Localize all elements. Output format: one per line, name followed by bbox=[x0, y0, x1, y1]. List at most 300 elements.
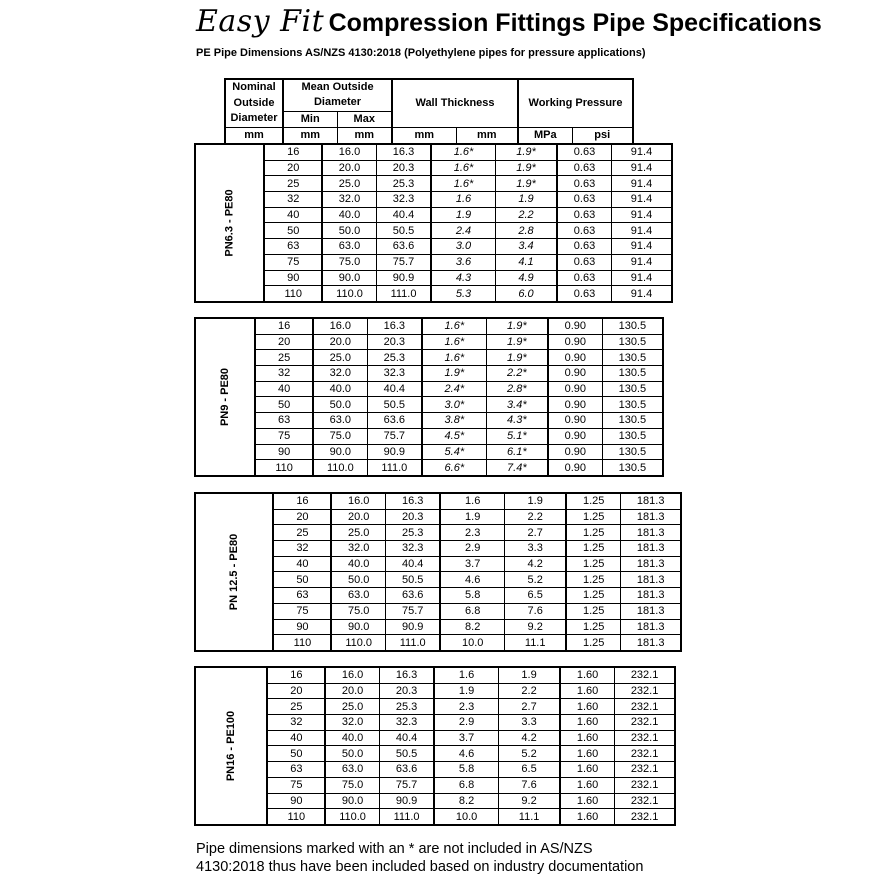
cell-pressure-mpa: 0.63 bbox=[557, 239, 611, 255]
table-row bbox=[195, 397, 663, 413]
cell-od-max: 20.3 bbox=[367, 334, 422, 350]
table-row bbox=[195, 493, 681, 509]
cell-pressure-psi: 181.3 bbox=[620, 493, 681, 509]
cell-pressure-mpa: 0.90 bbox=[548, 350, 602, 366]
table-row bbox=[195, 286, 672, 302]
cell-wall-min: 4.3 bbox=[431, 270, 495, 286]
cell-wall-max: 9.2 bbox=[504, 619, 566, 635]
cell-nominal-diameter: 110 bbox=[264, 286, 322, 302]
cell-od-min: 75.0 bbox=[331, 603, 385, 619]
cell-wall-min: 1.6* bbox=[431, 144, 495, 160]
cell-od-max: 75.7 bbox=[379, 777, 434, 793]
cell-pressure-mpa: 0.63 bbox=[557, 254, 611, 270]
header-od-min: Min bbox=[283, 111, 337, 127]
cell-pressure-mpa: 0.63 bbox=[557, 207, 611, 223]
cell-pressure-mpa: 1.25 bbox=[566, 603, 620, 619]
cell-pressure-mpa: 1.60 bbox=[560, 699, 614, 715]
cell-od-max: 111.0 bbox=[379, 809, 434, 825]
cell-wall-min: 3.7 bbox=[440, 556, 504, 572]
cell-pressure-psi: 181.3 bbox=[620, 541, 681, 557]
cell-od-min: 32.0 bbox=[331, 541, 385, 557]
cell-od-min: 25.0 bbox=[331, 525, 385, 541]
cell-od-max: 75.7 bbox=[376, 254, 431, 270]
cell-nominal-diameter: 32 bbox=[264, 192, 322, 208]
cell-nominal-diameter: 75 bbox=[255, 428, 313, 444]
section-label: PN6.3 - PE80 bbox=[195, 144, 264, 302]
cell-wall-min: 3.6 bbox=[431, 254, 495, 270]
cell-od-max: 32.3 bbox=[367, 366, 422, 382]
cell-wall-min: 1.6 bbox=[440, 493, 504, 509]
cell-pressure-psi: 91.4 bbox=[611, 286, 672, 302]
cell-nominal-diameter: 63 bbox=[264, 239, 322, 255]
cell-pressure-mpa: 0.90 bbox=[548, 460, 602, 476]
cell-wall-max: 6.5 bbox=[504, 588, 566, 604]
cell-pressure-mpa: 1.25 bbox=[566, 525, 620, 541]
cell-wall-max: 4.2 bbox=[504, 556, 566, 572]
cell-pressure-psi: 91.4 bbox=[611, 192, 672, 208]
header-working-pressure: Working Pressure bbox=[518, 79, 633, 127]
table-row bbox=[195, 366, 663, 382]
cell-nominal-diameter: 25 bbox=[273, 525, 331, 541]
cell-pressure-mpa: 1.25 bbox=[566, 556, 620, 572]
cell-od-max: 75.7 bbox=[385, 603, 440, 619]
cell-wall-max: 1.9 bbox=[504, 493, 566, 509]
cell-wall-max: 3.4* bbox=[486, 397, 548, 413]
cell-wall-max: 2.7 bbox=[498, 699, 560, 715]
cell-nominal-diameter: 16 bbox=[267, 667, 325, 683]
table-row bbox=[195, 239, 672, 255]
table-row bbox=[195, 254, 672, 270]
cell-od-min: 50.0 bbox=[322, 223, 376, 239]
cell-wall-min: 1.9 bbox=[440, 509, 504, 525]
cell-pressure-mpa: 0.90 bbox=[548, 318, 602, 334]
cell-nominal-diameter: 20 bbox=[255, 334, 313, 350]
cell-pressure-psi: 91.4 bbox=[611, 207, 672, 223]
cell-wall-min: 3.0 bbox=[431, 239, 495, 255]
table-row bbox=[195, 793, 675, 809]
cell-nominal-diameter: 50 bbox=[273, 572, 331, 588]
header-mean-od: Mean Outside Diameter bbox=[283, 79, 392, 111]
cell-pressure-psi: 91.4 bbox=[611, 270, 672, 286]
cell-od-max: 40.4 bbox=[379, 730, 434, 746]
cell-wall-min: 1.9 bbox=[431, 207, 495, 223]
spec-section-table bbox=[194, 317, 664, 477]
table-row bbox=[195, 144, 672, 160]
cell-pressure-mpa: 0.63 bbox=[557, 270, 611, 286]
cell-pressure-psi: 181.3 bbox=[620, 603, 681, 619]
cell-pressure-psi: 91.4 bbox=[611, 144, 672, 160]
table-row bbox=[195, 715, 675, 731]
cell-wall-min: 3.0* bbox=[422, 397, 486, 413]
cell-wall-min: 8.2 bbox=[440, 619, 504, 635]
cell-pressure-psi: 91.4 bbox=[611, 223, 672, 239]
cell-wall-max: 4.9 bbox=[495, 270, 557, 286]
cell-wall-min: 5.4* bbox=[422, 444, 486, 460]
cell-nominal-diameter: 63 bbox=[255, 413, 313, 429]
page-title bbox=[196, 4, 822, 39]
cell-pressure-mpa: 1.60 bbox=[560, 809, 614, 825]
cell-pressure-mpa: 1.60 bbox=[560, 793, 614, 809]
cell-od-max: 90.9 bbox=[376, 270, 431, 286]
cell-pressure-psi: 130.5 bbox=[602, 334, 663, 350]
cell-wall-max: 4.1 bbox=[495, 254, 557, 270]
cell-od-min: 63.0 bbox=[322, 239, 376, 255]
cell-wall-min: 2.4 bbox=[431, 223, 495, 239]
cell-nominal-diameter: 20 bbox=[267, 683, 325, 699]
cell-od-min: 90.0 bbox=[331, 619, 385, 635]
cell-nominal-diameter: 20 bbox=[273, 509, 331, 525]
cell-od-max: 16.3 bbox=[385, 493, 440, 509]
cell-od-max: 63.6 bbox=[379, 762, 434, 778]
cell-pressure-psi: 181.3 bbox=[620, 509, 681, 525]
cell-pressure-mpa: 0.90 bbox=[548, 366, 602, 382]
cell-od-max: 111.0 bbox=[376, 286, 431, 302]
cell-pressure-psi: 232.1 bbox=[614, 809, 675, 825]
spec-section-table bbox=[194, 666, 676, 826]
cell-wall-min: 1.9* bbox=[422, 366, 486, 382]
cell-od-min: 32.0 bbox=[313, 366, 367, 382]
cell-pressure-mpa: 0.90 bbox=[548, 397, 602, 413]
cell-pressure-mpa: 1.25 bbox=[566, 493, 620, 509]
cell-od-min: 32.0 bbox=[322, 192, 376, 208]
cell-od-max: 90.9 bbox=[367, 444, 422, 460]
section-label: PN9 - PE80 bbox=[195, 318, 255, 476]
cell-od-min: 16.0 bbox=[331, 493, 385, 509]
cell-od-max: 40.4 bbox=[376, 207, 431, 223]
cell-pressure-mpa: 0.63 bbox=[557, 223, 611, 239]
subtitle: PE Pipe Dimensions AS/NZS 4130:2018 (Polyethylene pipes for pressure applications) bbox=[196, 47, 646, 59]
cell-nominal-diameter: 32 bbox=[273, 541, 331, 557]
cell-pressure-psi: 181.3 bbox=[620, 619, 681, 635]
cell-pressure-psi: 181.3 bbox=[620, 588, 681, 604]
unit-od-max: mm bbox=[337, 127, 392, 143]
cell-nominal-diameter: 40 bbox=[264, 207, 322, 223]
cell-nominal-diameter: 25 bbox=[267, 699, 325, 715]
cell-pressure-psi: 232.1 bbox=[614, 793, 675, 809]
cell-od-max: 32.3 bbox=[379, 715, 434, 731]
cell-od-min: 25.0 bbox=[313, 350, 367, 366]
cell-wall-max: 2.2 bbox=[495, 207, 557, 223]
cell-wall-max: 5.2 bbox=[498, 746, 560, 762]
cell-wall-min: 1.6 bbox=[434, 667, 498, 683]
unit-wt-min: mm bbox=[392, 127, 456, 143]
header-od-max: Max bbox=[337, 111, 392, 127]
cell-nominal-diameter: 20 bbox=[264, 160, 322, 176]
table-row bbox=[195, 207, 672, 223]
spec-section-table bbox=[194, 492, 682, 652]
cell-od-min: 50.0 bbox=[331, 572, 385, 588]
spec-section-table bbox=[194, 143, 673, 303]
table-row bbox=[195, 777, 675, 793]
section-label: PN 12.5 - PE80 bbox=[195, 493, 273, 651]
cell-pressure-mpa: 1.60 bbox=[560, 667, 614, 683]
table-row bbox=[195, 270, 672, 286]
cell-nominal-diameter: 75 bbox=[273, 603, 331, 619]
cell-pressure-mpa: 0.90 bbox=[548, 381, 602, 397]
cell-od-min: 16.0 bbox=[313, 318, 367, 334]
cell-od-min: 16.0 bbox=[325, 667, 379, 683]
title-main: Compression Fittings Pipe Specifications bbox=[328, 9, 822, 37]
cell-nominal-diameter: 90 bbox=[267, 793, 325, 809]
table-row bbox=[195, 176, 672, 192]
unit-psi: psi bbox=[572, 127, 633, 143]
cell-wall-min: 1.9 bbox=[434, 683, 498, 699]
cell-od-max: 63.6 bbox=[385, 588, 440, 604]
spec-table-header bbox=[194, 78, 634, 144]
table-row bbox=[195, 223, 672, 239]
cell-od-max: 50.5 bbox=[379, 746, 434, 762]
cell-od-max: 16.3 bbox=[367, 318, 422, 334]
cell-wall-max: 1.9* bbox=[486, 334, 548, 350]
cell-wall-max: 7.4* bbox=[486, 460, 548, 476]
cell-nominal-diameter: 75 bbox=[267, 777, 325, 793]
cell-pressure-psi: 181.3 bbox=[620, 635, 681, 651]
cell-wall-min: 2.9 bbox=[440, 541, 504, 557]
table-row bbox=[195, 667, 675, 683]
cell-wall-min: 1.6 bbox=[431, 192, 495, 208]
cell-od-min: 90.0 bbox=[325, 793, 379, 809]
cell-od-min: 16.0 bbox=[322, 144, 376, 160]
cell-wall-min: 2.4* bbox=[422, 381, 486, 397]
cell-wall-max: 4.2 bbox=[498, 730, 560, 746]
cell-pressure-mpa: 0.90 bbox=[548, 413, 602, 429]
cell-od-min: 90.0 bbox=[322, 270, 376, 286]
table-row bbox=[195, 809, 675, 825]
cell-pressure-mpa: 1.25 bbox=[566, 509, 620, 525]
header-nominal-line3: Diameter bbox=[225, 111, 283, 127]
table-row bbox=[195, 730, 675, 746]
unit-nominal: mm bbox=[225, 127, 283, 143]
cell-wall-max: 3.4 bbox=[495, 239, 557, 255]
cell-nominal-diameter: 75 bbox=[264, 254, 322, 270]
cell-pressure-mpa: 0.63 bbox=[557, 144, 611, 160]
cell-pressure-psi: 181.3 bbox=[620, 572, 681, 588]
cell-wall-min: 4.6 bbox=[440, 572, 504, 588]
cell-od-min: 50.0 bbox=[313, 397, 367, 413]
cell-od-max: 20.3 bbox=[385, 509, 440, 525]
cell-pressure-psi: 232.1 bbox=[614, 667, 675, 683]
table-row bbox=[195, 350, 663, 366]
cell-od-max: 25.3 bbox=[385, 525, 440, 541]
cell-pressure-psi: 232.1 bbox=[614, 699, 675, 715]
cell-od-max: 90.9 bbox=[379, 793, 434, 809]
cell-wall-max: 2.2 bbox=[498, 683, 560, 699]
cell-od-min: 63.0 bbox=[331, 588, 385, 604]
table-row bbox=[195, 699, 675, 715]
cell-od-max: 16.3 bbox=[379, 667, 434, 683]
cell-wall-max: 5.2 bbox=[504, 572, 566, 588]
cell-wall-max: 3.3 bbox=[504, 541, 566, 557]
unit-od-min: mm bbox=[283, 127, 337, 143]
cell-pressure-psi: 130.5 bbox=[602, 318, 663, 334]
cell-wall-max: 11.1 bbox=[498, 809, 560, 825]
cell-nominal-diameter: 32 bbox=[267, 715, 325, 731]
cell-od-min: 20.0 bbox=[325, 683, 379, 699]
cell-pressure-psi: 91.4 bbox=[611, 176, 672, 192]
cell-wall-max: 6.0 bbox=[495, 286, 557, 302]
corner-blank bbox=[194, 79, 225, 95]
cell-od-min: 20.0 bbox=[322, 160, 376, 176]
cell-wall-max: 2.8* bbox=[486, 381, 548, 397]
cell-od-min: 90.0 bbox=[313, 444, 367, 460]
cell-od-max: 25.3 bbox=[379, 699, 434, 715]
cell-wall-min: 1.6* bbox=[431, 160, 495, 176]
cell-od-max: 63.6 bbox=[367, 413, 422, 429]
cell-nominal-diameter: 50 bbox=[264, 223, 322, 239]
cell-od-min: 40.0 bbox=[313, 381, 367, 397]
cell-od-min: 32.0 bbox=[325, 715, 379, 731]
cell-wall-max: 7.6 bbox=[504, 603, 566, 619]
header-wall-thickness: Wall Thickness bbox=[392, 79, 518, 127]
cell-od-min: 75.0 bbox=[313, 428, 367, 444]
cell-pressure-mpa: 1.25 bbox=[566, 635, 620, 651]
cell-od-max: 50.5 bbox=[376, 223, 431, 239]
table-row bbox=[195, 413, 663, 429]
cell-nominal-diameter: 40 bbox=[273, 556, 331, 572]
cell-od-max: 20.3 bbox=[379, 683, 434, 699]
cell-wall-max: 1.9 bbox=[495, 192, 557, 208]
cell-od-min: 75.0 bbox=[322, 254, 376, 270]
cell-nominal-diameter: 16 bbox=[273, 493, 331, 509]
cell-od-min: 25.0 bbox=[325, 699, 379, 715]
cell-wall-max: 9.2 bbox=[498, 793, 560, 809]
cell-wall-min: 6.8 bbox=[440, 603, 504, 619]
cell-nominal-diameter: 25 bbox=[264, 176, 322, 192]
cell-pressure-mpa: 1.60 bbox=[560, 715, 614, 731]
cell-wall-min: 5.3 bbox=[431, 286, 495, 302]
cell-wall-min: 6.6* bbox=[422, 460, 486, 476]
cell-wall-max: 2.7 bbox=[504, 525, 566, 541]
cell-wall-min: 3.8* bbox=[422, 413, 486, 429]
cell-od-max: 40.4 bbox=[385, 556, 440, 572]
cell-pressure-mpa: 1.25 bbox=[566, 588, 620, 604]
unit-mpa: MPa bbox=[518, 127, 572, 143]
cell-wall-min: 8.2 bbox=[434, 793, 498, 809]
cell-pressure-mpa: 1.25 bbox=[566, 572, 620, 588]
cell-pressure-psi: 91.4 bbox=[611, 160, 672, 176]
cell-od-min: 50.0 bbox=[325, 746, 379, 762]
cell-nominal-diameter: 16 bbox=[255, 318, 313, 334]
cell-wall-min: 2.3 bbox=[440, 525, 504, 541]
cell-od-max: 16.3 bbox=[376, 144, 431, 160]
cell-od-max: 50.5 bbox=[385, 572, 440, 588]
table-row bbox=[195, 192, 672, 208]
cell-pressure-mpa: 1.25 bbox=[566, 541, 620, 557]
cell-pressure-psi: 91.4 bbox=[611, 254, 672, 270]
cell-wall-max: 2.8 bbox=[495, 223, 557, 239]
cell-nominal-diameter: 16 bbox=[264, 144, 322, 160]
cell-pressure-mpa: 0.63 bbox=[557, 192, 611, 208]
cell-pressure-psi: 181.3 bbox=[620, 525, 681, 541]
cell-od-max: 32.3 bbox=[385, 541, 440, 557]
cell-od-min: 20.0 bbox=[313, 334, 367, 350]
cell-pressure-psi: 130.5 bbox=[602, 460, 663, 476]
cell-pressure-mpa: 0.63 bbox=[557, 176, 611, 192]
cell-nominal-diameter: 40 bbox=[255, 381, 313, 397]
cell-wall-max: 5.1* bbox=[486, 428, 548, 444]
cell-wall-max: 1.9* bbox=[495, 176, 557, 192]
cell-wall-min: 1.6* bbox=[422, 350, 486, 366]
section-label: PN16 - PE100 bbox=[195, 667, 267, 825]
header-nominal-line1: Nominal bbox=[225, 79, 283, 95]
cell-pressure-mpa: 0.90 bbox=[548, 444, 602, 460]
cell-wall-max: 4.3* bbox=[486, 413, 548, 429]
unit-wt-max: mm bbox=[456, 127, 518, 143]
table-row bbox=[195, 746, 675, 762]
cell-od-max: 111.0 bbox=[367, 460, 422, 476]
cell-pressure-mpa: 0.90 bbox=[548, 428, 602, 444]
cell-od-max: 25.3 bbox=[376, 176, 431, 192]
cell-od-min: 63.0 bbox=[313, 413, 367, 429]
cell-od-max: 63.6 bbox=[376, 239, 431, 255]
cell-nominal-diameter: 50 bbox=[255, 397, 313, 413]
table-row bbox=[195, 318, 663, 334]
cell-nominal-diameter: 63 bbox=[267, 762, 325, 778]
cell-pressure-mpa: 1.60 bbox=[560, 777, 614, 793]
cell-wall-max: 3.3 bbox=[498, 715, 560, 731]
cell-pressure-mpa: 1.60 bbox=[560, 762, 614, 778]
table-row bbox=[195, 334, 663, 350]
cell-nominal-diameter: 90 bbox=[255, 444, 313, 460]
cell-od-min: 110.0 bbox=[313, 460, 367, 476]
cell-wall-max: 1.9* bbox=[486, 318, 548, 334]
cell-wall-max: 6.5 bbox=[498, 762, 560, 778]
cell-nominal-diameter: 110 bbox=[255, 460, 313, 476]
cell-wall-max: 7.6 bbox=[498, 777, 560, 793]
cell-nominal-diameter: 40 bbox=[267, 730, 325, 746]
cell-nominal-diameter: 90 bbox=[264, 270, 322, 286]
cell-pressure-psi: 232.1 bbox=[614, 730, 675, 746]
table-row bbox=[195, 683, 675, 699]
cell-pressure-psi: 130.5 bbox=[602, 366, 663, 382]
cell-od-min: 110.0 bbox=[325, 809, 379, 825]
cell-od-min: 20.0 bbox=[331, 509, 385, 525]
table-row bbox=[195, 428, 663, 444]
cell-wall-max: 1.9* bbox=[495, 160, 557, 176]
cell-pressure-psi: 130.5 bbox=[602, 428, 663, 444]
cell-wall-max: 2.2 bbox=[504, 509, 566, 525]
table-row bbox=[195, 460, 663, 476]
cell-wall-max: 1.9 bbox=[498, 667, 560, 683]
cell-wall-min: 1.6* bbox=[431, 176, 495, 192]
table-row bbox=[195, 762, 675, 778]
cell-pressure-psi: 232.1 bbox=[614, 746, 675, 762]
cell-wall-min: 1.6* bbox=[422, 318, 486, 334]
cell-wall-min: 2.3 bbox=[434, 699, 498, 715]
cell-wall-min: 1.6* bbox=[422, 334, 486, 350]
cell-nominal-diameter: 25 bbox=[255, 350, 313, 366]
cell-pressure-psi: 232.1 bbox=[614, 777, 675, 793]
cell-od-min: 40.0 bbox=[325, 730, 379, 746]
cell-pressure-psi: 130.5 bbox=[602, 397, 663, 413]
cell-pressure-psi: 91.4 bbox=[611, 239, 672, 255]
cell-nominal-diameter: 90 bbox=[273, 619, 331, 635]
cell-wall-max: 6.1* bbox=[486, 444, 548, 460]
cell-pressure-mpa: 0.63 bbox=[557, 286, 611, 302]
cell-wall-max: 11.1 bbox=[504, 635, 566, 651]
cell-wall-min: 5.8 bbox=[440, 588, 504, 604]
header-nominal-line2: Outside bbox=[225, 95, 283, 111]
cell-pressure-mpa: 0.90 bbox=[548, 334, 602, 350]
cell-pressure-mpa: 0.63 bbox=[557, 160, 611, 176]
cell-wall-min: 4.6 bbox=[434, 746, 498, 762]
cell-wall-max: 1.9* bbox=[486, 350, 548, 366]
cell-od-min: 40.0 bbox=[322, 207, 376, 223]
cell-pressure-mpa: 1.60 bbox=[560, 730, 614, 746]
cell-nominal-diameter: 50 bbox=[267, 746, 325, 762]
cell-od-max: 32.3 bbox=[376, 192, 431, 208]
cell-nominal-diameter: 63 bbox=[273, 588, 331, 604]
